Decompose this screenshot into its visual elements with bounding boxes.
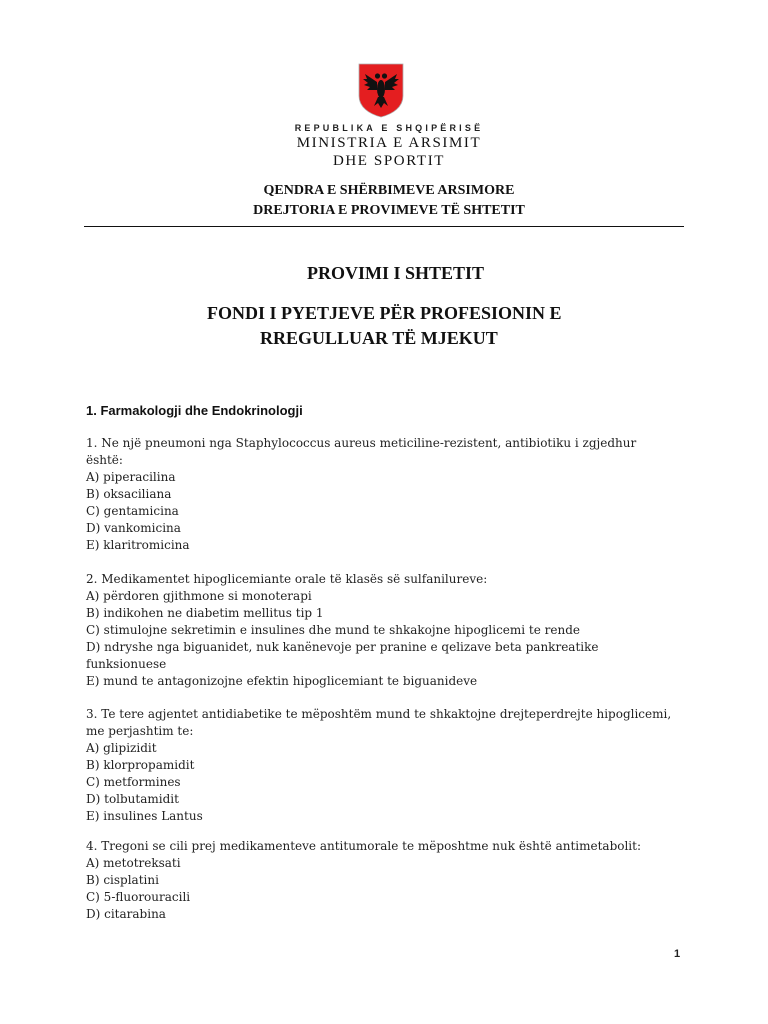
answer-option: D) tolbutamidit: [86, 792, 179, 806]
answer-option: E) mund te antagonizojne efektin hipoglicemiant te biguanideve: [86, 674, 478, 688]
question-stem-cont: është:: [86, 453, 123, 467]
document-subtitle-line1: FONDI I PYETJEVE PËR PROFESIONIN E: [207, 303, 562, 323]
answer-option: D) vankomicina: [86, 521, 181, 535]
answer-option: E) insulines Lantus: [86, 809, 203, 823]
question-2: [86, 571, 686, 690]
org-name-line1: QENDRA E SHËRBIMEVE ARSIMORE: [263, 183, 515, 198]
answer-option: C) stimulojne sekretimin e insulines dhe mund te shkakojne hipoglicemi te rende: [86, 623, 581, 637]
answer-option: E) klaritromicina: [86, 538, 190, 552]
answer-option: B) oksaciliana: [86, 487, 172, 501]
answer-option: C) metformines: [86, 775, 181, 789]
section-heading: 1. Farmakologji dhe Endokrinologji: [86, 403, 303, 418]
answer-option: B) indikohen ne diabetim mellitus tip 1: [86, 606, 324, 620]
answer-option: A) pёrdoren gjithmone si monoterapi: [86, 589, 312, 603]
question-4: [86, 838, 686, 923]
ministry-title-line2: DHE SPORTIT: [332, 153, 446, 169]
header-divider: [84, 226, 684, 227]
answer-option: B) klorpropamidit: [86, 758, 195, 772]
org-name-line2: DREJTORIA E PROVIMEVE TË SHTETIT: [253, 203, 525, 218]
question-stem: 1. Ne një pneumoni nga Staphylococcus aureus meticiline-rezistent, antibiotiku i zgjedhur: [86, 436, 637, 450]
question-1: [86, 435, 686, 554]
document-subtitle-line2: RREGULLUAR TË MJEKUT: [260, 328, 498, 348]
answer-option: A) piperacilina: [86, 470, 176, 484]
question-stem-cont: me perjashtim te:: [86, 724, 194, 738]
answer-option: A) glipizidit: [86, 741, 157, 755]
answer-option: D) ndryshe nga biguanidet, nuk kanёnevoje per pranine e qelizave beta pankreatike: [86, 640, 599, 654]
republic-label: REPUBLIKA E SHQIPËRISË: [294, 123, 484, 133]
answer-option: C) 5-fluorouracili: [86, 890, 191, 904]
document-title: PROVIMI I SHTETIT: [307, 263, 485, 283]
answer-option: A) metotreksati: [86, 856, 181, 870]
answer-option: C) gentamicina: [86, 504, 179, 518]
ministry-title-line1: MINISTRIA E ARSIMIT: [296, 135, 482, 151]
answer-option: D) citarabina: [86, 907, 166, 921]
question-stem: 3. Te tere agjentet antidiabetike te mёposhtëm mund te shkaktojne drejteperdrejte hipoglicemi,: [86, 707, 672, 721]
albanian-eagle-emblem-icon: [357, 62, 405, 118]
question-3: [86, 706, 686, 825]
answer-option-cont: funksionuese: [86, 657, 167, 671]
question-stem: 4. Tregoni se cili prej medikamenteve antitumorale te mёposhtme nuk është antimetabolit:: [86, 839, 642, 853]
question-stem: 2. Medikamentet hipoglicemiante orale të klasës së sulfanilureve:: [86, 572, 488, 586]
page-number: 1: [674, 948, 681, 960]
answer-option: B) cisplatini: [86, 873, 159, 887]
